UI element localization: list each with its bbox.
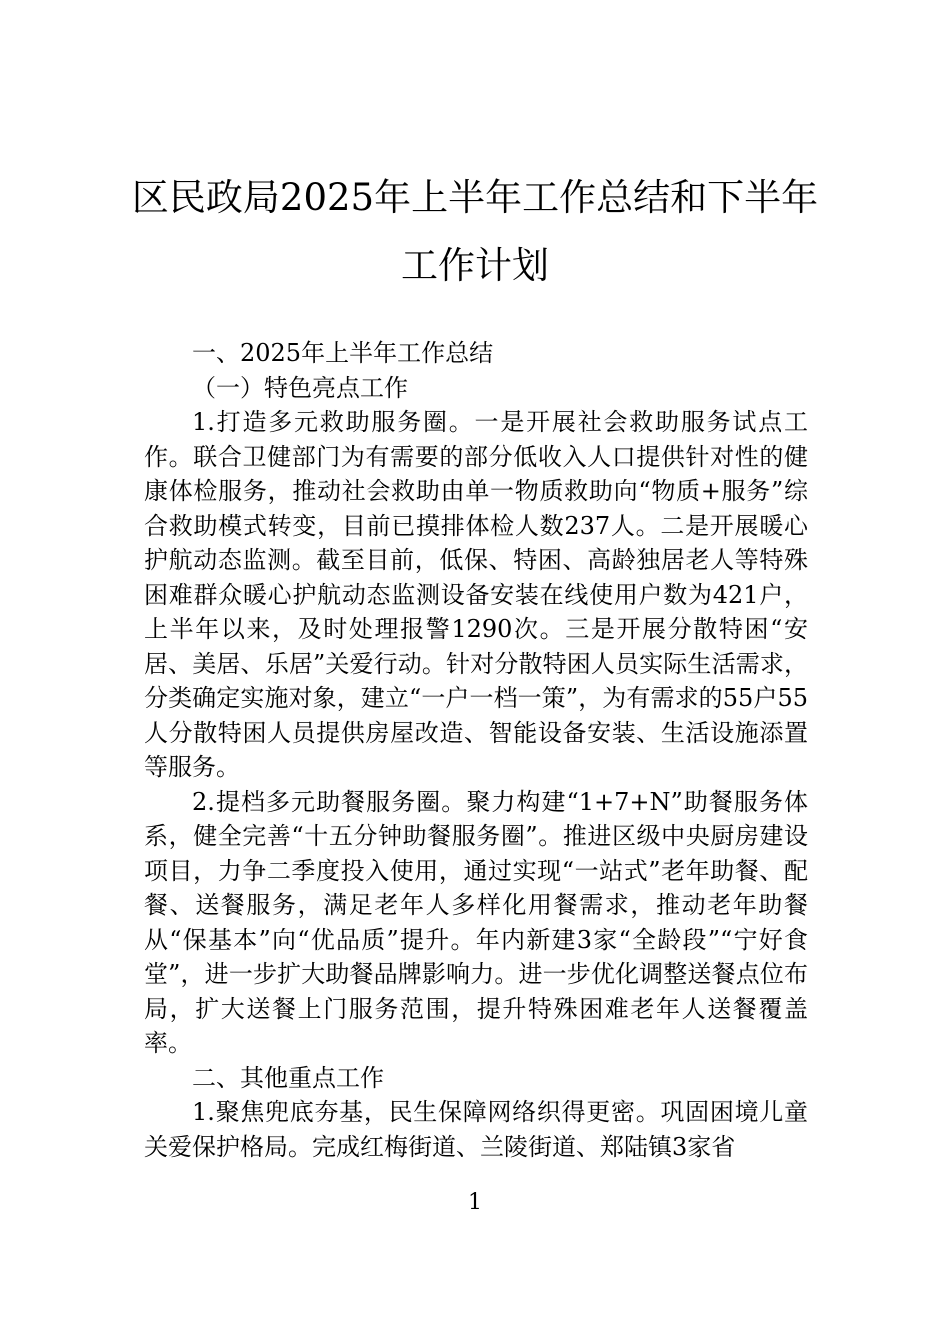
paragraph-rescue-service: 1.打造多元救助服务圈。一是开展社会救助服务试点工作。联合卫健部门为有需要的部分低收入人口提供针对性的健康体检服务，推动社会救助由单一物质救助向“物质+服务”综合救助模式转变，目前已摸排体检人数237人。二是开展暖心护航动态监测。截至目前，低保、特困、高龄独居老人等特殊困难群众暖心护航动态监测设备安装在线使用户数为421户，上半年以来，及时处理报警1290次。三是开展分散特困“安居、美居、乐居”关爱行动。针对分散特困人员实际生活需求，分类确定实施对象，建立“一户一档一策”，为有需求的55户55人分散特困人员提供房屋改造、智能设备安装、生活设施添置等服务。: [144, 408, 808, 781]
page-number: 1: [468, 1190, 482, 1215]
subsection-heading-1: （一）特色亮点工作: [192, 373, 408, 402]
section-heading-2: 二、其他重点工作: [192, 1063, 384, 1092]
paragraph-livelihood-security: 1.聚焦兜底夯基，民生保障网络织得更密。巩固困境儿童关爱保护格局。完成红梅街道、兰陵街道、郑陆镇3家省: [144, 1098, 808, 1161]
paragraph-meal-service: 2.提档多元助餐服务圈。聚力构建“1+7+N”助餐服务体系，健全完善“十五分钟助餐服务圈”。推进区级中央厨房建设项目，力争二季度投入使用，通过实现“一站式”老年助餐、配餐、送餐服务，满足老年人多样化用餐需求，推动老年助餐从“保基本”向“优品质”提升。年内新建3家“全龄段”“宁好食堂”，进一步扩大助餐品牌影响力。进一步优化调整送餐点位布局，扩大送餐上门服务范围，提升特殊困难老年人送餐覆盖率。: [144, 787, 808, 1057]
document-title-line-1: 区民政局2025年上半年工作总结和下半年: [131, 176, 819, 219]
document-body: [144, 336, 808, 1164]
section-heading-1: 一、2025年上半年工作总结: [192, 339, 494, 367]
document-title-line-2: 工作计划: [401, 244, 549, 287]
